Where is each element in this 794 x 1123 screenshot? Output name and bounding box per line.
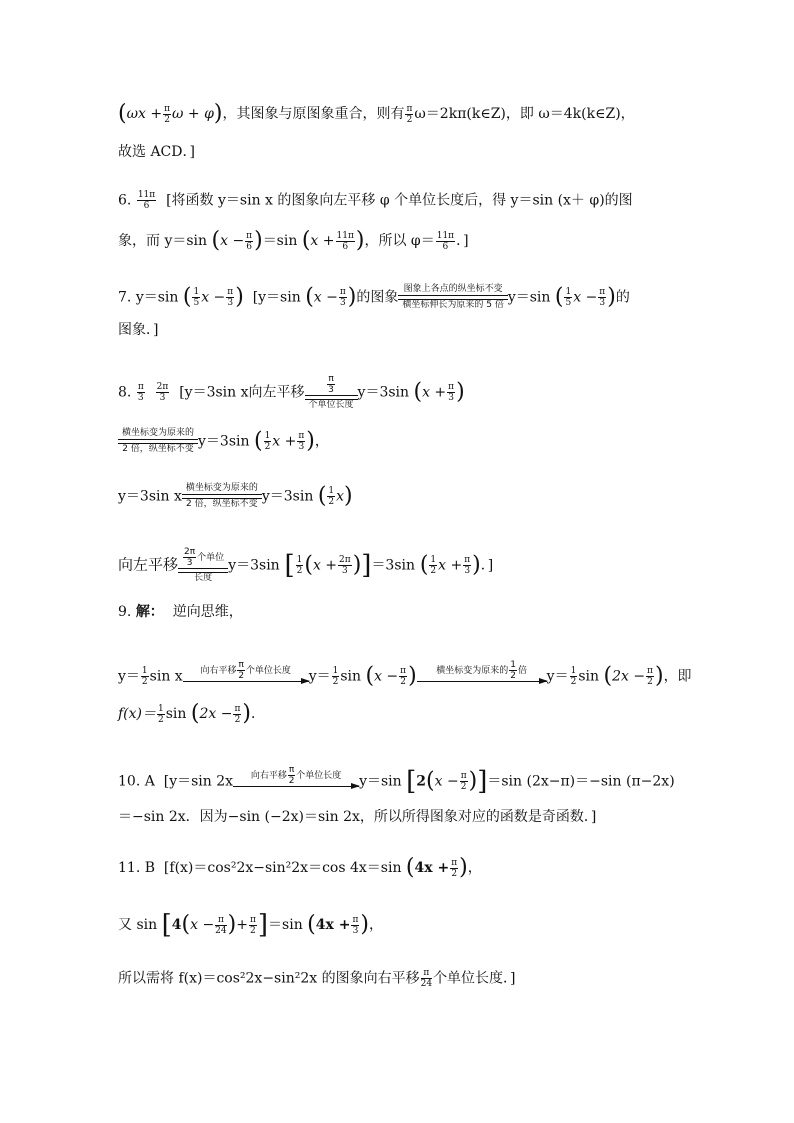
answer: B bbox=[144, 860, 156, 876]
expr: 4x + bbox=[414, 860, 450, 876]
expr: x + bbox=[310, 233, 335, 249]
question-number: 7. bbox=[118, 289, 132, 306]
fraction: $\frac{\pi}{3}$ bbox=[339, 287, 346, 308]
text: y＝3sin bbox=[198, 433, 250, 450]
fraction: $\frac{\pi}{3}$ bbox=[464, 555, 471, 576]
transform-arrow: 横坐标变为原来的 2 倍，纵坐标不变 bbox=[182, 483, 262, 510]
expr: 4x + bbox=[315, 917, 351, 933]
text: ． bbox=[250, 706, 265, 722]
expr: x − bbox=[201, 289, 226, 306]
solution-label: 解： bbox=[135, 604, 164, 620]
fraction: $\frac{\pi}{3}$ bbox=[599, 287, 606, 308]
expr: 2x − bbox=[612, 668, 646, 685]
q8-line-2: 横坐标变为原来的 2 倍，纵坐标不变 y＝3sin ( $\frac{1}{2}$ x + $\frac{\pi}{3}$ )， bbox=[118, 428, 329, 455]
text: 的 bbox=[615, 289, 630, 306]
text: sin bbox=[165, 706, 187, 722]
question-number: 8. bbox=[118, 384, 132, 401]
text: 个单位长度．] bbox=[433, 970, 516, 987]
fraction: $\frac{1}{2}$ bbox=[264, 431, 271, 452]
q7-line-2: 图象．] bbox=[118, 322, 159, 338]
text: y＝3sin bbox=[357, 384, 410, 401]
text: sin x bbox=[149, 668, 183, 685]
text: [f(x)＝cos²2x−sin²2x＝cos 4x＝sin bbox=[163, 860, 402, 876]
question-number: 6. bbox=[118, 192, 132, 209]
fraction: $\frac{\pi}{3}$ bbox=[352, 914, 359, 936]
text: [y＝sin bbox=[252, 289, 301, 306]
fraction: $\frac{\pi}{24}$ bbox=[215, 914, 227, 936]
text: [y＝3sin x向左平移 bbox=[179, 384, 305, 401]
text: y＝ bbox=[546, 668, 569, 685]
expr: x + bbox=[312, 557, 338, 574]
q8-line-1: 8. $\frac{\pi}{3}$ $\frac{2\pi}{3}$ [y＝3sin x向左平移 $\frac{\pi}{3}$ 个单位长度 y＝3sin (x + $\frac{\pi}{3}$ ) bbox=[118, 374, 465, 410]
q9-line-1 bbox=[118, 605, 243, 619]
fraction: $\frac{\pi}{2}$ bbox=[451, 857, 458, 879]
fraction: $\frac{1}{2}$ bbox=[158, 703, 164, 725]
fraction: $\frac{\pi}{2}$ bbox=[647, 666, 653, 687]
expr: x − bbox=[190, 917, 215, 933]
text: ， bbox=[314, 433, 329, 450]
question-number: 9. bbox=[118, 604, 132, 620]
q8-line-3: y＝3sin x 横坐标变为原来的 2 倍，纵坐标不变 y＝3sin ( $\frac{1}{2}$ x) bbox=[118, 483, 353, 509]
text: y＝3sin x bbox=[118, 488, 182, 505]
coef: 4 bbox=[171, 917, 182, 933]
transform-arrow: $\frac{\pi}{3}$ 个单位长度 bbox=[305, 374, 358, 411]
text: ，即 bbox=[663, 668, 692, 685]
expr: x − bbox=[374, 668, 399, 685]
fraction: $\frac{\pi}{2}$ bbox=[164, 103, 171, 125]
transform-arrow: $\frac{2\pi}{3}$ 个单位 长度 bbox=[178, 547, 228, 584]
fraction: $\frac{\pi}{3}$ bbox=[227, 287, 234, 308]
fraction: $\frac{11\pi}{6}$ bbox=[336, 230, 354, 252]
expr: ωx + bbox=[126, 106, 163, 122]
fraction: $\frac{1}{2}$ bbox=[328, 486, 335, 507]
expr: x − bbox=[220, 233, 245, 249]
text: ω＝2kπ(k∈Z)，即 ω＝4k(k∈Z)， bbox=[414, 106, 635, 122]
fraction: $\frac{1}{5}$ bbox=[565, 287, 572, 308]
text: [将函数 y＝sin x 的图象向左平移 φ 个单位长度后，得 y＝sin (x＋ φ)的图 bbox=[166, 192, 633, 209]
fraction: $\frac{1}{2}$ bbox=[141, 666, 148, 687]
q6-line-2: 象，而 y＝sin (x − $\frac{\pi}{6}$ )＝sin (x + $\frac{11\pi}{6}$ )，所以 φ＝ $\frac{11\pi}{6}$ ．] bbox=[118, 228, 469, 253]
text: ＝sin bbox=[262, 233, 298, 249]
text: + bbox=[236, 917, 248, 933]
fraction: $\frac{\pi}{3}$ bbox=[298, 431, 305, 452]
fraction: $\frac{1}{2}$ bbox=[296, 555, 303, 576]
text: ， bbox=[467, 860, 482, 876]
text: 的图象 bbox=[356, 289, 399, 306]
text: ．] bbox=[480, 557, 494, 574]
text: ， bbox=[368, 917, 383, 933]
text: ＝3sin bbox=[371, 557, 416, 574]
fraction: $\frac{\pi}{2}$ bbox=[234, 703, 241, 725]
q10-line-2: ＝−sin 2x．因为−sin (−2x)＝sin 2x，所以所得图象对应的函数是奇函数．] bbox=[118, 809, 597, 825]
question-number: 10. bbox=[118, 773, 141, 790]
text: 所以需将 f(x)＝cos²2x−sin²2x 的图象向右平移 bbox=[118, 970, 420, 987]
q6-line-1 bbox=[118, 190, 633, 211]
fraction: $\frac{\pi}{2}$ bbox=[249, 914, 256, 936]
text: y＝sin bbox=[507, 289, 551, 306]
question-number: 11. bbox=[118, 860, 141, 876]
transform-arrow: 横坐标变为原来的 2 倍，纵坐标不变 bbox=[118, 428, 198, 455]
text: y＝ bbox=[118, 668, 140, 685]
expr: x − bbox=[573, 289, 598, 306]
text: y＝3sin bbox=[261, 488, 314, 505]
text: y＝sin bbox=[359, 773, 402, 790]
text: y＝ bbox=[308, 668, 331, 685]
text: ＝sin (2x−π)＝−sin (π−2x) bbox=[487, 773, 675, 790]
q7-line-1: 7. y＝sin ( $\frac{1}{5}$ x − $\frac{\pi}{3}$ ) [y＝sin (x − $\frac{\pi}{3}$ )的图象 图象上各点的纵坐标不变 横坐标伸长为原来的 5 倍 y＝sin ( $\frac{1}{5}$ x − $\frac{\pi}{3}$ )的 bbox=[118, 284, 630, 310]
q11-line-3 bbox=[118, 968, 516, 989]
answer-fraction-1: $\frac{\pi}{3}$ bbox=[137, 382, 144, 403]
q11-line-2: 又 sin [4(x − $\frac{\pi}{24}$ )+ $\frac{\pi}{2}$ ]＝sin (4x + $\frac{\pi}{3}$ )， bbox=[118, 910, 383, 940]
q8-line-4: 向左平移 $\frac{2\pi}{3}$ 个单位 长度 y＝3sin [ $\frac{1}{2}$ (x + $\frac{2\pi}{3}$ )]＝3sin ( $\frac{1}{2}$ x + $\frac{\pi}{3}$ )．] bbox=[118, 547, 494, 583]
transform-arrow: 横坐标变为原来的 $\frac{1}{2}$ 倍 bbox=[417, 660, 547, 693]
expr: x + bbox=[438, 557, 463, 574]
answer-fraction: $\frac{11\pi}{6}$ bbox=[137, 190, 156, 211]
q11-line-1: 11. B [f(x)＝cos²2x−sin²2x＝cos 4x＝sin (4x + $\frac{\pi}{2}$ )， bbox=[118, 855, 482, 880]
text: f(x)＝ bbox=[118, 706, 157, 722]
fraction: $\frac{1}{2}$ bbox=[332, 666, 339, 687]
text: 象，而 y＝sin bbox=[118, 233, 208, 249]
text: y＝3sin bbox=[228, 557, 280, 574]
text: ＝sin bbox=[268, 917, 303, 933]
expr: x + bbox=[272, 433, 297, 450]
fraction: $\frac{\pi}{2}$ bbox=[400, 666, 407, 687]
fraction: $\frac{1}{5}$ bbox=[193, 287, 200, 308]
expr: x − bbox=[313, 289, 338, 306]
expr: x bbox=[336, 488, 345, 505]
continuation-line-2: 故选 ACD．] bbox=[118, 144, 195, 160]
answer-fraction-2: $\frac{2\pi}{3}$ bbox=[156, 382, 169, 403]
expr: 2x − bbox=[199, 706, 233, 722]
text: sin bbox=[340, 668, 362, 685]
fraction: $\frac{1}{2}$ bbox=[430, 555, 437, 576]
expr: ω + φ bbox=[172, 106, 214, 122]
answer: A bbox=[144, 773, 155, 790]
fraction: $\frac{11\pi}{6}$ bbox=[436, 230, 455, 252]
text: ，其图象与原图象重合，则有 bbox=[222, 106, 405, 122]
expr: x + bbox=[422, 384, 447, 401]
coef: 2 bbox=[416, 773, 427, 790]
q9-line-2: y＝ $\frac{1}{2}$ sin x 向右平移 $\frac{\pi}{2}$ 个单位长度 y＝ $\frac{1}{2}$ sin (x − $\frac{\pi}{2}$ ) 横坐标变为原来的 $\frac{1}{2}$ 倍 y＝ $\frac{1}{2}$ sin (2x − $\frac{\pi}{2}$ )，即 bbox=[118, 660, 692, 693]
fraction: $\frac{1}{2}$ bbox=[570, 666, 577, 687]
text: y＝sin bbox=[135, 289, 179, 306]
q9-line-3: f(x)＝ $\frac{1}{2}$ sin (2x − $\frac{\pi}{2}$ )． bbox=[118, 701, 265, 726]
transform-arrow: 图象上各点的纵坐标不变 横坐标伸长为原来的 5 倍 bbox=[398, 284, 507, 311]
fraction: $\frac{\pi}{2}$ bbox=[406, 103, 413, 125]
text: 向左平移 bbox=[118, 555, 179, 574]
text: 逆向思维， bbox=[172, 604, 243, 620]
fraction: $\frac{\pi}{2}$ bbox=[460, 771, 467, 792]
text: 又 sin bbox=[118, 917, 158, 933]
text: [y＝sin 2x bbox=[163, 773, 234, 790]
fraction: $\frac{\pi}{3}$ bbox=[448, 382, 455, 403]
transform-arrow: 向右平移 $\frac{\pi}{2}$ 个单位长度 bbox=[183, 660, 309, 693]
text: ．] bbox=[456, 233, 469, 249]
expr: x − bbox=[434, 773, 459, 790]
fraction: $\frac{2\pi}{3}$ bbox=[339, 555, 351, 576]
q10-line-1: 10. A [y＝sin 2x 向右平移 $\frac{\pi}{2}$ 个单位长度 y＝sin [2(x − $\frac{\pi}{2}$ )]＝sin (2x−π)＝−sin (π−2x) bbox=[118, 765, 675, 797]
text: ，所以 φ＝ bbox=[364, 233, 435, 249]
continuation-line-1: (ωx + $\frac{\pi}{2}$ ω + φ)，其图象与原图象重合，则有 $\frac{\pi}{2}$ ω＝2kπ(k∈Z)，即 ω＝4k(k∈Z)， bbox=[118, 101, 635, 126]
text: sin bbox=[578, 668, 600, 685]
fraction: $\frac{\pi}{24}$ bbox=[420, 968, 433, 989]
fraction: $\frac{\pi}{6}$ bbox=[246, 230, 253, 252]
transform-arrow: 向右平移 $\frac{\pi}{2}$ 个单位长度 bbox=[233, 765, 359, 798]
